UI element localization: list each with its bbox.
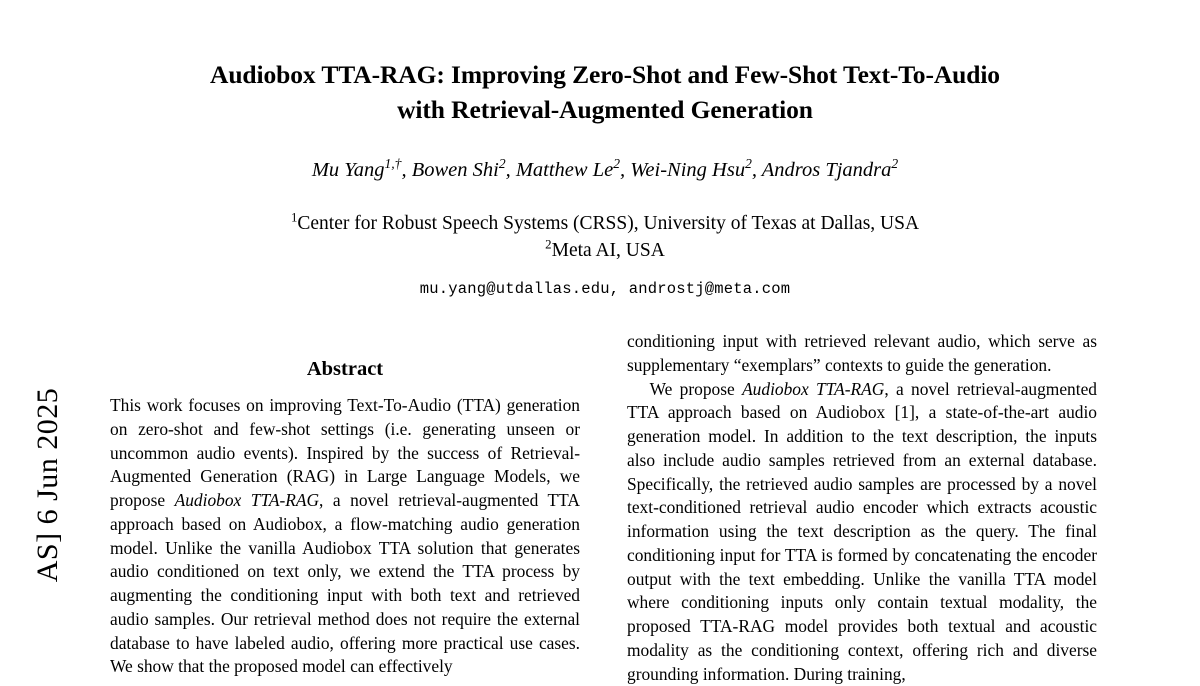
affiliation-marker: 2 [545,237,551,251]
author-affil-marker: 2 [499,157,506,172]
arxiv-sidebar-stamp: AS] 6 Jun 2025 [31,345,65,625]
author-separator: , [401,159,411,181]
title-line-2: with Retrieval-Augmented Generation [397,95,813,124]
author-affil-marker: 2 [613,157,620,172]
affiliation-marker: 1 [291,210,297,224]
author-item: Bowen Shi$^2$ [412,159,506,181]
author-affil-marker: 2 [891,157,898,172]
intro-paragraph-continued: conditioning input with retrieved relevant audio, which serve as supplementary “exemplars” contexts to guide the generation. [627,330,1097,378]
affiliation-item [110,211,1100,238]
intro-paragraph-proposal: We propose Audiobox TTA-RAG, a novel retrieval-augmented TTA approach based on Audiobox [1], a state-of-the-art audio generation model. In addition to the text description, the inputs also include audio samples retrieved from an external database. Specifically, the retrieved audio samples are processed by a novel text-conditioned retrieval audio encoder which extracts acoustic information using the text description as the query. The final conditioning input for TTA is formed by concatenating the encoder output with the text embedding. Unlike the vanilla TTA model where conditioning inputs only contain textual modality, the proposed TTA-RAG model provides both textual and acoustic modality as the conditioning context, offering rich and diverse grounding information. During training, [627,378,1097,686]
abstract-paragraph: This work focuses on improving Text-To-Audio (TTA) generation on zero-shot and few-shot settings (i.e. generating unseen or uncommon audio events). Inspired by the success of Retrieval-Augmented Generation (RAG) in Large Language Models, we propose Audiobox TTA-RAG, a novel retrieval-augmented TTA approach based on Audiobox, a flow-matching audio generation model. Unlike the vanilla Audiobox TTA solution that generates audio conditioned on text only, we extend the TTA process by augmenting the conditioning input with both text and retrieved audio samples. Our retrieval method does not require the external database to have labeled audio, offering more practical use cases. We show that the proposed model can effectively [110,394,580,679]
affiliation-list [110,211,1100,265]
two-column-body [110,330,1100,686]
paper-content [110,0,1100,648]
author-affil-marker: 1,† [385,157,402,172]
right-column [627,330,1097,686]
affiliation-item [110,238,1100,265]
author-list [110,157,1100,184]
author-separator: , [506,159,516,181]
title-line-1: Audiobox TTA-RAG: Improving Zero-Shot and Few-Shot Text-To-Audio [210,60,1000,89]
author-separator: , [620,159,630,181]
affiliation-text: Center for Robust Speech Systems (CRSS), University of Texas at Dallas, USA [297,213,919,234]
contact-emails: mu.yang@utdallas.edu, androstj@meta.com [110,280,1100,298]
author-item: Wei-Ning Hsu$^2$ [630,159,752,181]
page-title [110,58,1100,127]
abstract-heading: Abstract [110,358,580,381]
author-separator: , [752,159,762,181]
author-item: Mu Yang$^{1,\dagger}$ [312,159,402,181]
left-column [110,330,580,686]
author-affil-marker: 2 [745,157,752,172]
author-item: Andros Tjandra$^2$ [762,159,898,181]
author-item: Matthew Le$^2$ [516,159,620,181]
affiliation-text: Meta AI, USA [552,240,665,261]
